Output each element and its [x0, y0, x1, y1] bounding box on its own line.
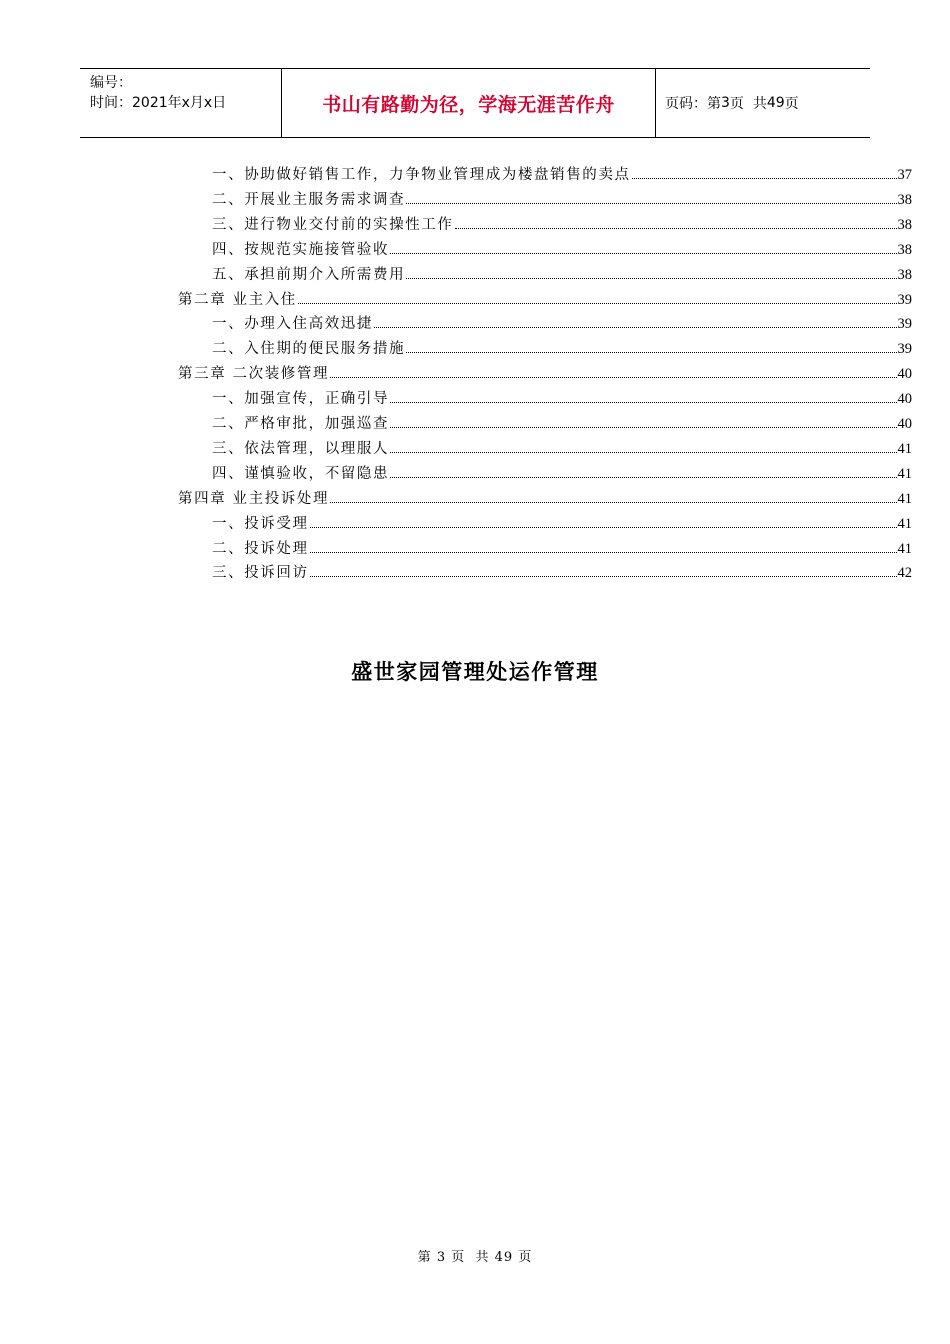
toc-leader-dots: [298, 302, 897, 304]
toc-entry[interactable]: [212, 434, 912, 458]
toc-entry-title: 二、严格审批，加强巡查: [212, 416, 390, 432]
toc-entry-title: 一、加强宣传，正确引导: [212, 391, 390, 408]
header-page-num: 3: [721, 95, 730, 111]
header-page-info: [656, 69, 870, 137]
toc-entry-page: 40: [897, 416, 912, 432]
footer-prefix: 第: [417, 1250, 432, 1265]
toc-entry[interactable]: [212, 409, 912, 433]
toc-entry[interactable]: [212, 160, 912, 184]
toc-entry[interactable]: [178, 359, 912, 383]
header-page-total: 49: [766, 95, 785, 111]
header-page-prefix: 页码：第: [665, 96, 721, 112]
toc-entry-page: 38: [897, 266, 912, 283]
toc-leader-dots: [374, 326, 897, 328]
toc-entry[interactable]: [212, 534, 912, 558]
toc-entry-page: 39: [897, 316, 912, 333]
toc-entry-title: 三、投诉回访: [212, 565, 309, 582]
toc-entry-title: 三、进行物业交付前的实操性工作: [212, 216, 454, 233]
toc-entry-page: 41: [897, 440, 912, 457]
toc-entry-title: 三、依法管理，以理服人: [212, 440, 390, 457]
document-title: 盛世家园管理处运作管理: [351, 659, 599, 684]
toc-entry-title: 第四章 业主投诉处理: [178, 490, 330, 507]
toc-entry-title: 第三章 二次装修管理: [178, 366, 330, 383]
toc-leader-dots: [406, 277, 896, 279]
code-label: 编号：: [90, 75, 132, 91]
toc-entry[interactable]: [212, 509, 912, 533]
page-header: [80, 68, 870, 138]
footer-mid: 页 共: [451, 1250, 490, 1265]
toc-entry-page: 41: [897, 490, 912, 507]
toc-entry-title: 五、承担前期介入所需费用: [212, 266, 406, 283]
header-meta: [80, 69, 282, 137]
toc-leader-dots: [390, 401, 896, 403]
toc-entry-title: 第二章 业主入住: [178, 291, 297, 308]
toc-entry[interactable]: [212, 334, 912, 358]
toc-leader-dots: [390, 426, 896, 428]
toc-leader-dots: [406, 351, 896, 353]
toc-entry-page: 37: [897, 167, 912, 183]
toc-leader-dots: [406, 202, 896, 204]
toc-entry-title: 一、投诉受理: [212, 515, 309, 532]
time-label: 时间：2021年x月x日: [90, 95, 227, 111]
toc-leader-dots: [330, 501, 896, 503]
toc-entry-title: 一、协助做好销售工作，力争物业管理成为楼盘销售的卖点: [212, 167, 631, 183]
footer-page-num: 3: [436, 1250, 447, 1265]
toc-leader-dots: [455, 227, 897, 229]
toc-entry-title: 四、按规范实施接管验收: [212, 241, 390, 258]
toc-entry[interactable]: [178, 484, 912, 508]
toc-leader-dots: [310, 551, 897, 553]
toc-entry-page: 40: [897, 366, 912, 383]
toc-entry[interactable]: [212, 384, 912, 408]
toc-entry[interactable]: [212, 558, 912, 582]
toc-entry-title: 四、谨慎验收，不留隐患: [212, 465, 390, 482]
page-footer: [0, 1246, 950, 1265]
toc-entry-title: 二、入住期的便民服务措施: [212, 341, 406, 358]
toc-entry-page: 42: [897, 565, 912, 582]
toc-entry-page: 40: [897, 391, 912, 408]
toc-entry[interactable]: [212, 210, 912, 234]
toc-entry[interactable]: [212, 185, 912, 209]
toc-entry-page: 41: [897, 515, 912, 532]
toc-leader-dots: [390, 252, 896, 254]
header-page-mid: 页 共: [729, 96, 767, 112]
toc-entry-page: 38: [897, 241, 912, 258]
toc-entry-page: 38: [897, 216, 912, 233]
toc-entry[interactable]: [178, 285, 912, 309]
toc-entry-title: 二、投诉处理: [212, 540, 309, 557]
toc-leader-dots: [310, 526, 897, 528]
toc-leader-dots: [330, 376, 896, 378]
toc-entry-title: 二、开展业主服务需求调查: [212, 191, 406, 208]
toc-entry[interactable]: [212, 459, 912, 483]
toc-entry-page: 41: [897, 540, 912, 557]
toc-entry[interactable]: [212, 309, 912, 333]
toc-entry-page: 38: [897, 191, 912, 208]
toc-leader-dots: [310, 575, 897, 577]
toc-leader-dots: [390, 476, 896, 478]
footer-suffix: 页: [518, 1250, 533, 1265]
toc-leader-dots: [632, 177, 897, 179]
toc-entry-title: 一、办理入住高效迅捷: [212, 316, 373, 333]
toc-leader-dots: [390, 451, 896, 453]
toc-entry[interactable]: [212, 260, 912, 284]
toc-entry-page: 39: [897, 291, 912, 308]
header-page-suffix: 页: [784, 96, 799, 112]
toc-entry-page: 39: [897, 341, 912, 358]
toc-entry-page: 41: [897, 465, 912, 482]
header-motto: 书山有路勤为径，学海无涯苦作舟: [282, 69, 656, 137]
footer-total: 49: [494, 1250, 514, 1265]
toc-entry[interactable]: [212, 235, 912, 259]
